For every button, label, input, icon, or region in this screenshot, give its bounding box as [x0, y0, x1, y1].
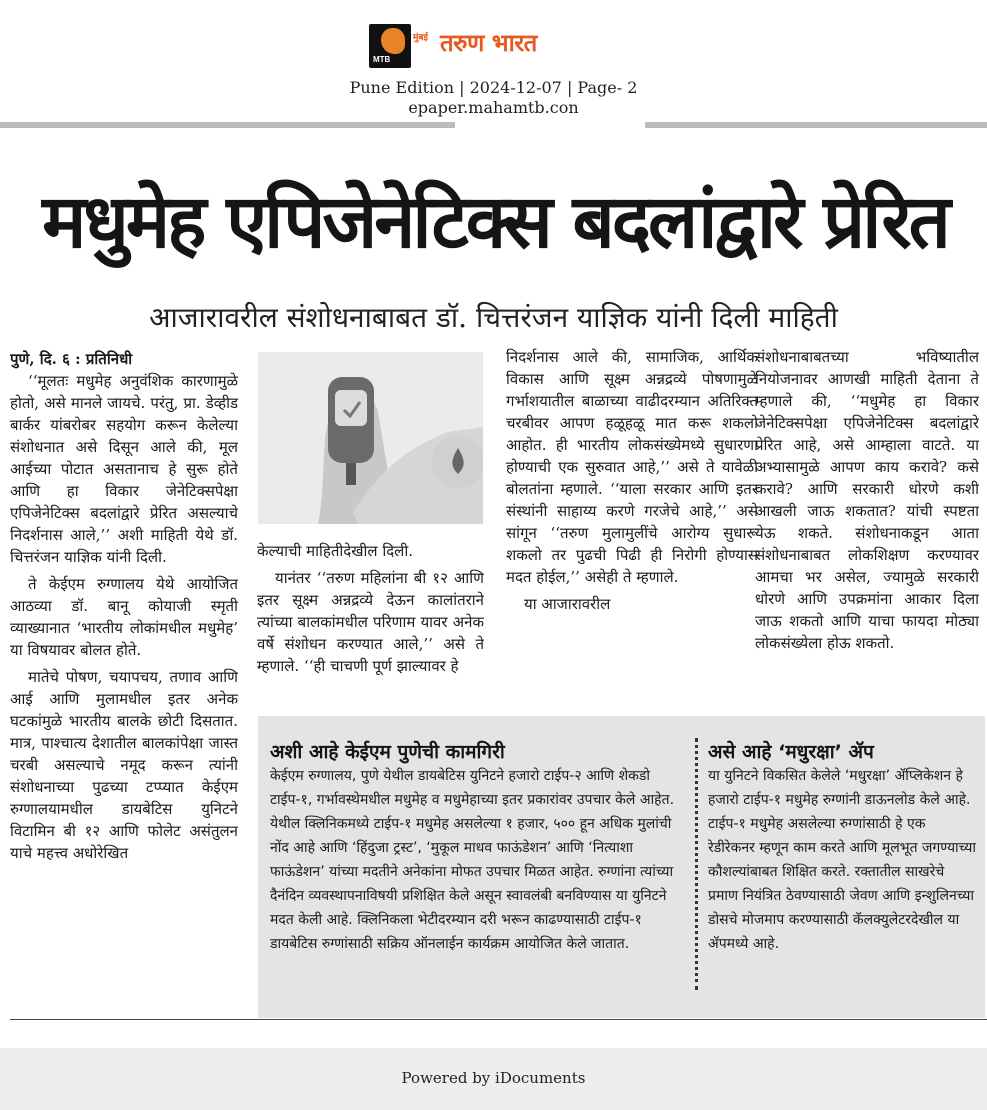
logo-badge-text: MTB	[373, 55, 391, 64]
article-column-4	[755, 346, 979, 706]
footer-text[interactable]: Powered by iDocuments	[401, 1069, 586, 1087]
article-paragraph: संशोधनाबाबतच्या भविष्यातील नियोजनावर आणखी माहिती देताना ते म्हणाले की, ‘‘मधुमेह हा विकार जेनेटिक्सपेक्षा एपिजेनेटिक्स बदलांद्वारे प्रेरित आहे, असे आम्हाला वाटते. या अभ्यासामुळे आपण काय करावे? कसे करावे? आणि सरकारी धोरणे कशी आखली जाऊ शकतात? यांची स्पष्टता येऊ शकते. संशोधनाकडून आता संशोधनाबाबत लोकशिक्षण करण्यावर आमचा भर असेल, ज्यामुळे सरकारी धोरणे आणि उपक्रमांना आकार दिला जाऊ शकतो आणि याचा फायदा मोठ्या लोकसंख्येला होऊ शकतो.	[755, 348, 979, 652]
box-divider	[695, 738, 698, 990]
kem-achievements-heading: अशी आहे केईएम पुणेची कामगिरी	[270, 741, 505, 763]
madhuraksha-app-text: या युनिटने विकसित केलेले ‘मधुरक्षा’ ॲप्लिकेशन हे हजारो टाईप-१ मधुमेह रुग्णांनी डाऊनलोड केले आहे. टाईप-१ मधुमेह असलेल्या रुग्णांसाठी हे एक रेडीरेकनर म्हणून काम करते आणि मूलभूत जगण्याच्या कौशल्यांबाबत शिक्षित करते. रक्तातील साखरेचे प्रमाण नियंत्रित ठेवण्यासाठी जेवण आणि इन्शुलिनच्या डोसचे मोजमाप करण्यासाठी कॅलक्युलेटरदेखील या ॲपमध्ये आहे.	[708, 768, 976, 952]
mtb-logo-icon	[369, 24, 411, 68]
article-column-2	[257, 540, 484, 710]
article-paragraph: ते केईएम रुग्णालय येथे आयोजित आठव्या डॉ. बानू कोयाजी स्मृती व्याख्यानात ‘भारतीय लोकांमधील मधुमेह’ या विषयावर बोलत होते.	[10, 575, 238, 659]
kem-achievements-text: केईएम रुग्णालय, पुणे येथील डायबेटिस युनिटने हजारो टाईप-२ आणि शेकडो टाईप-१, गर्भावस्थेमधील मधुमेह व मधुमेहाच्या इतर प्रकारांवर उपचार केले आहेत. येथील क्लिनिकमध्ये टाईप-१ मधुमेह असलेल्या १ हजार, ५०० हून अधिक मुलांची नोंद आहे आणि ‘हिंदुजा ट्रस्ट’, ‘मुकूल माधव फाऊंडेशन’ आणि ‘नित्याशा फाऊंडेशन’ यांच्या मदतीने अनेकांना मोफत उपचार मिळत आहेत. रुग्णांना त्यांच्या दैनंदिन व्यवस्थापनाविषयी प्रशिक्षित केले असून स्वावलंबी बनविण्यास या युनिटने मदत केली आहे. क्लिनिकला भेटीदरम्यान दरी भरून काढण्यासाठी टाईप-१ डायबेटिस रुग्णांसाठी सक्रिय ऑनलाईन कार्यक्रम आयोजित केले जातात.	[270, 768, 675, 952]
glucometer-illustration-icon	[258, 352, 483, 524]
dateline: पुणे, दि. ६ : प्रतिनिधी	[10, 350, 133, 368]
header-rule-right	[645, 122, 987, 128]
bottom-rule	[10, 1019, 987, 1020]
edition-url[interactable]: epaper.mahamtb.con	[408, 98, 579, 117]
article-paragraph: निदर्शनास आले की, सामाजिक, आर्थिक विकास आणि सूक्ष्म अन्नद्रव्ये पोषणामुळे गर्भाशयातील बाळाच्या वाढीदरम्यान अतिरिक्त चरबीवर आपण हळूहळू मात करू शकलो आहोत. ही भारतीय लोकसंख्येमध्ये सुधारणा होण्याची एक सुरुवात आहे,’’ असे ते यावेळी बोलतांना म्हणाले. ‘‘याला सरकार आणि इतर संस्थांनी साहाय्य करणे गरजेचे आहे,’’ असे सांगून ‘‘तरुण मुलामुलींचे आरोग्य सुधारू शकलो तर पुढची पिढी ही निरोगी होण्यास मदत होईल,’’ असेही ते म्हणाले.	[506, 348, 758, 586]
article-paragraph: केल्याची माहितीदेखील दिली.	[257, 542, 414, 560]
madhuraksha-app-heading: असे आहे ‘मधुरक्षा’ ॲप	[708, 741, 874, 763]
glucometer-photo	[258, 352, 483, 524]
article-paragraph: ‘‘मूलतः मधुमेह अनुवंशिक कारणामुळे होतो, असे मानले जायचे. परंतु, प्रा. डेव्हीड बार्कर यांबरोबर सहयोग करून केलेल्या संशोधनात असे दिसून आले की, मूल आईच्या पोटात असतानाच हे सुरू होते आणि हा विकार जेनेटिक्सपेक्षा एपिजेनेटिक्स बदलांद्वारे प्रेरित असल्याचे निदर्शनास आले,’’ अशी माहिती येथे डॉ. चित्तरंजन याज्ञिक यांनी दिली.	[10, 372, 238, 566]
article-paragraph: या आजारावरील	[524, 595, 611, 613]
header-rule-left	[0, 122, 455, 128]
article-column-3	[506, 346, 758, 706]
article-paragraph: मातेचे पोषण, चयापचय, तणाव आणि आई आणि मुलामधील इतर अनेक घटकांमुळे भारतीय बालके छोटी दिसतात. मात्र, पाश्चात्य देशातील बालकांपेक्षा जास्त चरबी असल्याचे नमूद करून त्यांनी संशोधनाच्या पुढच्या टप्प्यात केईएम रुग्णालयामधील डायबेटिस युनिटने विटामिन बी १२ आणि फोलेट असंतुलन याचे महत्त्व अधोरेखित	[10, 668, 238, 862]
article-column-1	[10, 348, 238, 998]
page-headline: मधुमेह एपिजेनेटिक्स बदलांद्वारे प्रेरित	[42, 179, 948, 265]
lion-emblem-icon	[381, 28, 405, 54]
brand-prefix: मुंबई	[413, 33, 428, 43]
brand-name: तरुण भारत	[440, 29, 537, 57]
edition-line: Pune Edition | 2024-12-07 | Page- 2	[349, 78, 638, 97]
page-subheadline: आजारावरील संशोधनाबाबत डॉ. चित्तरंजन याज्ञिक यांनी दिली माहिती	[149, 301, 838, 334]
article-paragraph: यानंतर ‘‘तरुण महिलांना बी १२ आणि इतर सूक्ष्म अन्नद्रव्ये देऊन कालांतराने त्यांच्या बालकांमधील परिणाम यावर अनेक वर्षे संशोधन करण्यात आले,’’ असे ते म्हणाले. ‘‘ही चाचणी पूर्ण झाल्यावर हे	[257, 569, 484, 675]
